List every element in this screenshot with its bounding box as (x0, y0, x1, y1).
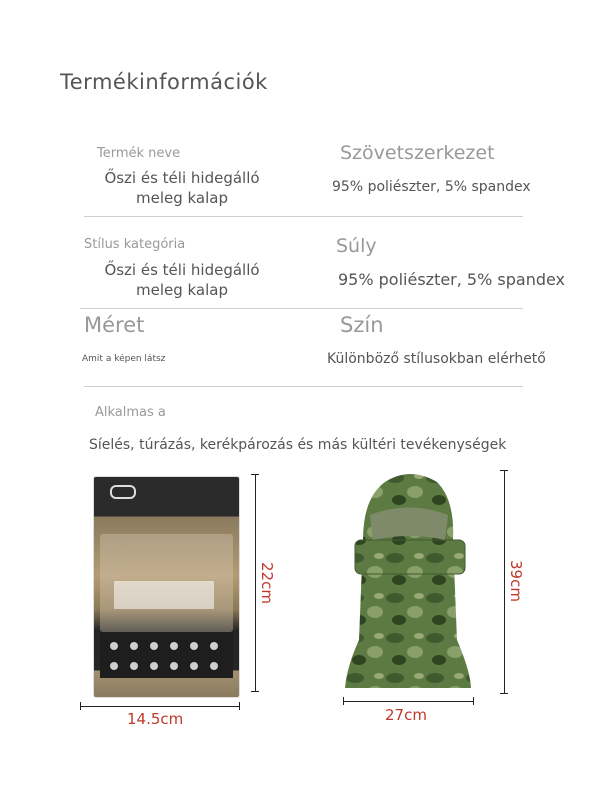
product-name-label: Termék neve (97, 146, 181, 161)
row-divider (84, 386, 523, 387)
pack-width-label: 14.5cm (127, 710, 184, 728)
balaclava-image (345, 470, 475, 700)
color-value: Különböző stílusokban elérhető (327, 351, 546, 367)
pack-width-line (80, 706, 239, 707)
style-category-value: Őszi és téli hidegálló meleg kalap (104, 261, 260, 299)
pack-height-line (255, 474, 256, 692)
size-value: Amit a képen látsz (82, 354, 166, 364)
mask-height-label: 39cm (507, 560, 525, 602)
color-label: Szín (340, 313, 384, 337)
mask-height-line (504, 470, 505, 694)
brand-logo-icon (110, 485, 136, 499)
weight-label: Súly (336, 235, 377, 257)
mask-width-line (343, 701, 474, 702)
warning-label-area (114, 581, 214, 609)
page-title: Termékinformációk (60, 70, 268, 94)
pack-height-label: 22cm (258, 562, 276, 604)
occasion-label: Alkalmas a (95, 405, 166, 420)
activity-icons (100, 632, 233, 678)
row-divider (84, 216, 523, 217)
row-divider (80, 308, 523, 309)
size-label: Méret (84, 313, 145, 337)
weight-value: 95% poliészter, 5% spandex (338, 270, 566, 289)
mask-width-label: 27cm (385, 706, 427, 724)
activity-icons-strip (100, 632, 233, 678)
product-name-value: Őszi és téli hidegálló meleg kalap (104, 169, 260, 207)
packaged-product-image (93, 476, 240, 698)
style-category-label: Stílus kategória (84, 237, 186, 252)
fabric-value: 95% poliészter, 5% spandex (332, 179, 531, 195)
fabric-label: Szövetszerkezet (340, 142, 495, 164)
occasion-value: Síelés, túrázás, kerékpározás és más kültéri tevékenységek (89, 437, 507, 453)
